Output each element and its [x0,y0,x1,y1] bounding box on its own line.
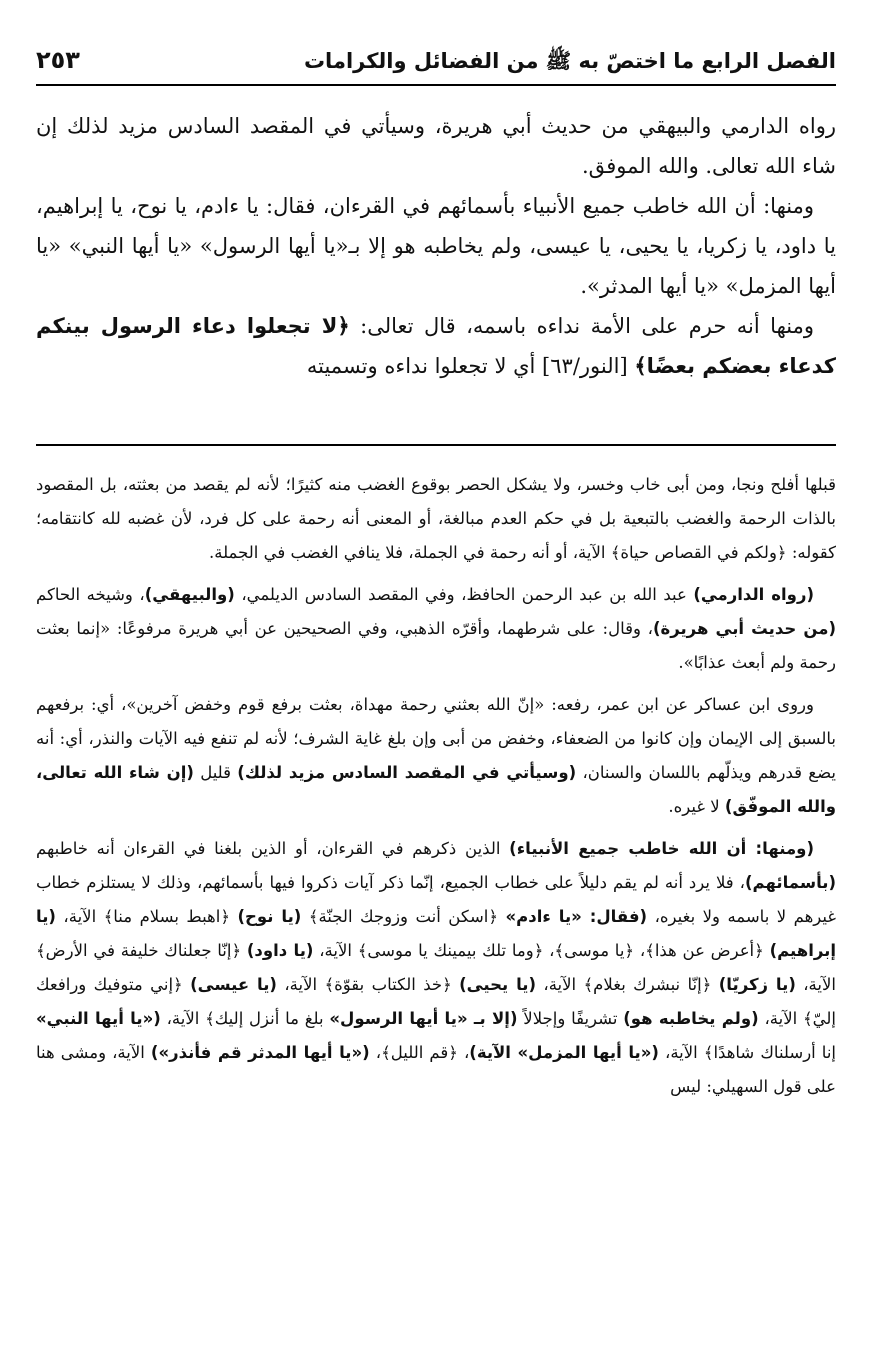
matn-quote: (بأسمائهم) [745,873,836,892]
footnote-divider [36,444,836,446]
matn-quote: (يا عيسى) [190,975,277,994]
commentary-span: ، ﴿قم الليل﴾، [369,1043,470,1062]
commentary-span: ، وشيخه الحاكم [36,585,145,604]
commentary-span: ﴿اسكن أنت وزوجك الجنّة﴾ [301,907,506,926]
commentary-paragraph: قبلها أفلح ونجا، ومن أبى خاب وخسر، ولا يشكل الحصر بوقوع الغضب منه كثيرًا؛ لأنه لم يقصد من بعثته، بل المقصود بالذات الرحمة والغضب بالتبعية بل في حكم العدم مبالغة، أو المعنى أنه رحمة على كل فرد، لأن غضبه لله كانتقامه؛ كقوله: ﴿ولكم في القصاص حياة﴾ الآية، أو أنه رحمة في الجملة، فلا ينافي الغضب في الجملة. [36,475,836,562]
quran-verse: ﴿لا تجعلوا دعاء الرسول بينكم كدعاء بعضكم بعضًا﴾ [36,314,836,378]
matn-quote: (يا إبراهيم) [36,907,836,960]
commentary-span: الذين ذكرهم في القرءان، أو الذين بلغنا في القرءان أنه خاطبهم [36,839,510,858]
matn-quote: («يا أيها المزمل» الآية) [469,1043,659,1062]
chapter-title: الفصل الرابع ما اختصّ به ﷺ من الفضائل والكرامات [303,49,836,73]
matn-quote: («يا أيها المدثر قم فأنذر») [150,1043,370,1062]
main-text-span: أي لا تجعلوا نداءه وتسميته [306,354,536,378]
matn-quote: (رواه الدارمي) [693,585,814,604]
matn-quote: (والبيهقي) [144,585,235,604]
matn-quote: («يا أيها النبي» [36,1009,161,1028]
matn-quote: (ومنها: أن الله خاطب جميع الأنبياء) [509,839,814,858]
verse-reference: [النور/٦٣] [535,354,635,378]
page-header [36,40,836,86]
commentary-span: قليل [193,763,238,782]
commentary-span: ﴿أعرض عن هذا﴾، ﴿يا موسى﴾، ﴿وما تلك بيمينك يا موسى﴾ الآية، [313,941,770,960]
matn-quote: (يا زكريّا) [718,975,796,994]
commentary-span: تشريفًا وإجلالاً [517,1009,624,1028]
commentary-paragraph [36,578,836,680]
commentary-span: الآية، ومشى هنا على قول السهيلي: ليس [36,1043,836,1096]
matn-quote: (يا يحيى) [459,975,536,994]
commentary-span: عبد الله بن عبد الرحمن الحافظ، وفي المقصد السادس الديلمي، [234,585,694,604]
matn-quote: (يا نوح) [237,907,302,926]
main-text [36,106,836,434]
commentary-text [36,468,836,1328]
commentary-span: ﴿خذ الكتاب بقوّة﴾ الآية، [276,975,460,994]
commentary-span: إنا أرسلناك شاهدًا﴾ الآية، [658,1043,836,1062]
matn-quote: (فقال: «يا ءادم» [505,907,648,926]
commentary-span: ﴿إني متوفيك ورافعك إليّ﴾ الآية، [36,975,836,1028]
matn-quote: (ولم يخاطبه هو) [623,1009,759,1028]
commentary-span: ، وقال: على شرطهما، وأقرّه الذهبي، وفي الصحيحين عن أبي هريرة مرفوعًا: «إنما بعثت رحمة ولم أبعث عذابًا». [36,619,836,672]
main-paragraph: رواه الدارمي والبيهقي من حديث أبي هريرة، وسيأتي في المقصد السادس مزيد لذلك إن شاء الله تعالى. والله الموفق. [36,114,836,178]
commentary-span: بلغ ما أنزل إليك﴾ الآية، [160,1009,330,1028]
commentary-span: ، فلا يرد أنه لم يقم دليلاً على خطاب الجميع، إنّما ذكر آيات ذكروا فيها بأسمائهم، وذلك لا يستلزم خطاب غيرهم لا باسمه ولا بغيره، [36,873,836,926]
commentary-span: ﴿اهبط بسلام منا﴾ الآية، [55,907,238,926]
matn-quote: (من حديث أبي هريرة) [652,619,836,638]
main-paragraph: ومنها: أن الله خاطب جميع الأنبياء بأسمائهم في القرءان، فقال: يا ءادم، يا نوح، يا إبراهيم، يا داود، يا زكريا، يا يحيى، يا عيسى، ولم يخاطبه هو إلا بـ«يا أيها الرسول» «يا أيها النبي» «يا أيها المزمل» «يا أيها المدثر». [36,194,836,298]
commentary-paragraph [36,832,836,1104]
commentary-span: لا غيره. [668,797,725,816]
commentary-paragraph [36,688,836,824]
matn-quote: (إلا بـ «يا أيها الرسول» [329,1009,518,1028]
matn-quote: (يا داود) [246,941,314,960]
book-page [36,40,836,1328]
main-text-span: ومنها أنه حرم على الأمة نداءه باسمه، قال تعالى: [349,314,814,338]
commentary-span: ﴿إنّا نبشرك بغلام﴾ الآية، [536,975,719,994]
matn-quote: (إن شاء الله تعالى، والله الموفّق) [36,763,836,816]
commentary-span: وروى ابن عساكر عن ابن عمر، رفعه: «إنّ الله بعثني رحمة مهداة، بعثت برفع قوم وخفض آخرين»، أي: برفعهم بالسبق إلى الإيمان وإن كانوا من الضعفاء، وخفض من أبى وإن بلغ غاية الشرف؛ لأنه لم تنفع فيه الآيات والنذر، أي: أنه يضع قدرهم ويذلّهم باللسان والسنان، [36,695,836,782]
main-paragraph [36,306,836,386]
page-number: ٢٥٣ [36,46,80,74]
matn-quote: (وسيأتي في المقصد السادس مزيد لذلك) [237,763,577,782]
commentary-span: ﴿إنّا جعلناك خليفة في الأرض﴾ الآية، [36,941,836,994]
